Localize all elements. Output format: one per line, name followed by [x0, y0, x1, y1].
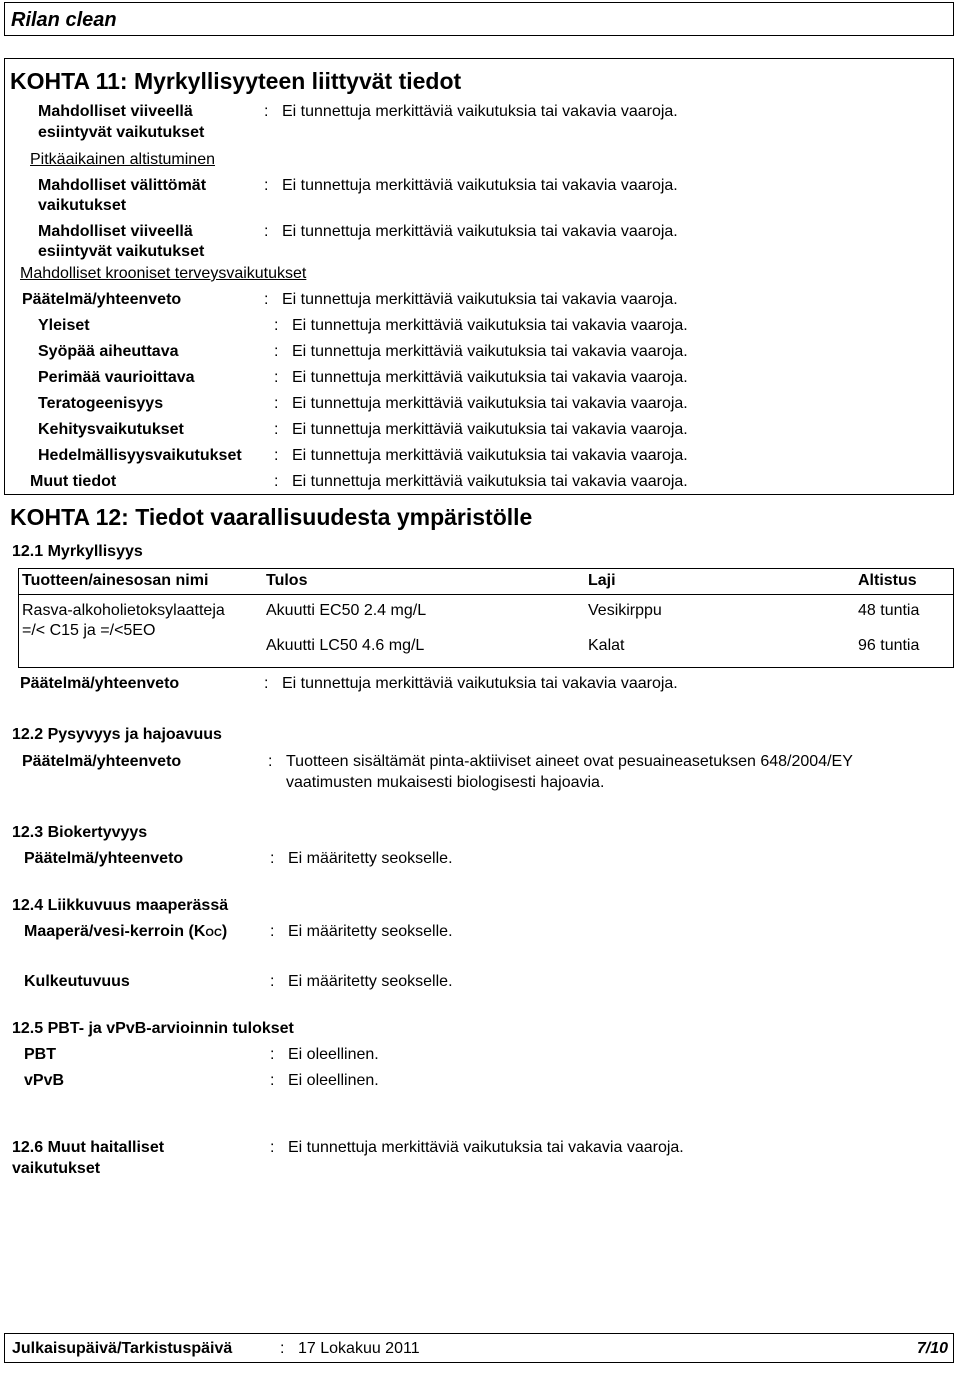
colon: :: [274, 369, 279, 386]
product-name: Rilan clean: [11, 9, 117, 31]
row-value-general: Ei tunnettuja merkittäviä vaikutuksia tai vakavia vaaroja.: [292, 317, 688, 334]
column-header: Altistus: [854, 568, 954, 595]
other-info-label: Muut tiedot: [30, 473, 117, 490]
row-value-mutagenic: Ei tunnettuja merkittäviä vaikutuksia tai vakavia vaaroja.: [292, 369, 688, 386]
delayed-effects-1-value: Ei tunnettuja merkittäviä vaikutuksia tai vakavia vaaroja.: [282, 103, 678, 120]
footer-date-value: 17 Lokakuu 2011: [298, 1340, 420, 1357]
page-number: 7/10: [916, 1340, 948, 1357]
table-row: [18, 595, 954, 637]
mobility-value: Ei määritetty seokselle.: [288, 973, 453, 990]
colon: :: [270, 923, 275, 940]
row-label-mutagenic: Perimää vaurioittava: [38, 369, 195, 386]
row-label-teratogenic: Teratogeenisyys: [38, 395, 164, 412]
koc-label: Maaperä/vesi-kerroin (KOC): [24, 923, 228, 940]
immediate-effects-label-line1: Mahdolliset välittömät: [38, 177, 207, 194]
colon: :: [270, 1072, 275, 1089]
row-label-developmental: Kehitysvaikutukset: [38, 421, 184, 438]
colon: :: [264, 177, 269, 194]
row-value-fertility: Ei tunnettuja merkittäviä vaikutuksia tai vakavia vaaroja.: [292, 447, 688, 464]
other-info-value: Ei tunnettuja merkittäviä vaikutuksia tai vakavia vaaroja.: [292, 473, 688, 490]
footer-date-label: Julkaisupäivä/Tarkistuspäivä: [12, 1340, 233, 1357]
row-label-general: Yleiset: [38, 317, 90, 334]
conclusion-label: Päätelmä/yhteenveto: [22, 291, 182, 308]
colon: :: [268, 753, 273, 770]
s2-conclusion-label: Päätelmä/yhteenveto: [22, 753, 182, 770]
colon: :: [264, 675, 269, 692]
koc-subscript: OC: [205, 927, 222, 939]
delayed-effects-2-label-line1: Mahdolliset viiveellä: [38, 223, 193, 240]
ecotox-table: [18, 568, 954, 668]
colon: :: [274, 421, 279, 438]
pbt-value: Ei oleellinen.: [288, 1046, 379, 1063]
section-12-3-heading: 12.3 Biokertyvyys: [12, 824, 148, 841]
section-12-2-heading: 12.2 Pysyvyys ja hajoavuus: [12, 726, 222, 743]
s1-conclusion-label: Päätelmä/yhteenveto: [20, 675, 180, 692]
s6-value: Ei tunnettuja merkittäviä vaikutuksia tai vakavia vaaroja.: [288, 1139, 684, 1156]
section-12-4-heading: 12.4 Liikkuvuus maaperässä: [12, 897, 229, 914]
delayed-effects-2-value: Ei tunnettuja merkittäviä vaikutuksia tai vakavia vaaroja.: [282, 223, 678, 240]
colon: :: [274, 395, 279, 412]
mobility-label: Kulkeutuvuus: [24, 973, 130, 990]
delayed-effects-1-label-line2: esiintyvät vaikutukset: [38, 124, 205, 141]
conclusion-value: Ei tunnettuja merkittäviä vaikutuksia tai vakavia vaaroja.: [282, 291, 678, 308]
s2-conclusion-value-line2: vaatimusten mukaisesti biologisesti hajoavia.: [286, 774, 605, 791]
colon: :: [264, 223, 269, 240]
colon: :: [274, 343, 279, 360]
immediate-effects-label-line2: vaikutukset: [38, 197, 127, 214]
colon: :: [270, 850, 275, 867]
colon: :: [280, 1340, 285, 1357]
vpvb-label: vPvB: [24, 1072, 65, 1089]
table-header-row: [18, 568, 954, 595]
section-12-6-heading-line1: 12.6 Muut haitalliset: [12, 1139, 165, 1156]
vpvb-value: Ei oleellinen.: [288, 1072, 379, 1089]
colon: :: [270, 1046, 275, 1063]
column-header: Laji: [584, 568, 854, 595]
s2-conclusion-value-line1: Tuotteen sisältämät pinta-aktiiviset aineet ovat pesuaineasetuksen 648/2004/EY: [286, 753, 853, 770]
colon: :: [274, 447, 279, 464]
species-cell: Vesikirppu: [588, 602, 662, 619]
column-header: Tuotteen/ainesosan nimi: [18, 568, 262, 595]
s3-conclusion-value: Ei määritetty seokselle.: [288, 850, 453, 867]
chronic-effects-heading: Mahdolliset krooniset terveysvaikutukset: [20, 265, 307, 282]
colon: :: [270, 973, 275, 990]
section-12-6-heading-line2: vaikutukset: [12, 1160, 101, 1177]
substance-name-line2: =/< C15 ja =/<5EO: [22, 622, 156, 639]
section-12-1-heading: 12.1 Myrkyllisyys: [12, 543, 143, 560]
section-11-title: KOHTA 11: Myrkyllisyyteen liittyvät tiedot: [10, 68, 462, 94]
exposure-cell: 96 tuntia: [858, 637, 920, 654]
result-cell: Akuutti EC50 2.4 mg/L: [266, 602, 427, 619]
colon: :: [274, 473, 279, 490]
exposure-cell: 48 tuntia: [858, 602, 920, 619]
colon: :: [274, 317, 279, 334]
delayed-effects-2-label-line2: esiintyvät vaikutukset: [38, 243, 205, 260]
substance-name-line1: Rasva-alkoholietoksylaatteja: [22, 602, 225, 619]
row-value-developmental: Ei tunnettuja merkittäviä vaikutuksia tai vakavia vaaroja.: [292, 421, 688, 438]
row-value-teratogenic: Ei tunnettuja merkittäviä vaikutuksia tai vakavia vaaroja.: [292, 395, 688, 412]
row-label-carcinogenic: Syöpää aiheuttava: [38, 343, 179, 360]
row-value-carcinogenic: Ei tunnettuja merkittäviä vaikutuksia tai vakavia vaaroja.: [292, 343, 688, 360]
substance-cell: [18, 595, 262, 669]
s3-conclusion-label: Päätelmä/yhteenveto: [24, 850, 184, 867]
immediate-effects-value: Ei tunnettuja merkittäviä vaikutuksia tai vakavia vaaroja.: [282, 177, 678, 194]
column-header: Tulos: [262, 568, 584, 595]
document-header: [4, 2, 954, 36]
pbt-label: PBT: [24, 1046, 56, 1063]
long-term-heading: Pitkäaikainen altistuminen: [30, 151, 215, 168]
colon: :: [264, 103, 269, 120]
result-cell: Akuutti LC50 4.6 mg/L: [266, 637, 425, 654]
section-12-title: KOHTA 12: Tiedot vaarallisuudesta ympäristölle: [10, 504, 533, 530]
colon: :: [264, 291, 269, 308]
row-label-fertility: Hedelmällisyysvaikutukset: [38, 447, 242, 464]
delayed-effects-1-label-line1: Mahdolliset viiveellä: [38, 103, 193, 120]
species-cell: Kalat: [588, 637, 625, 654]
section-12-5-heading: 12.5 PBT- ja vPvB-arvioinnin tulokset: [12, 1020, 294, 1037]
colon: :: [270, 1139, 275, 1156]
koc-value: Ei määritetty seokselle.: [288, 923, 453, 940]
s1-conclusion-value: Ei tunnettuja merkittäviä vaikutuksia tai vakavia vaaroja.: [282, 675, 678, 692]
